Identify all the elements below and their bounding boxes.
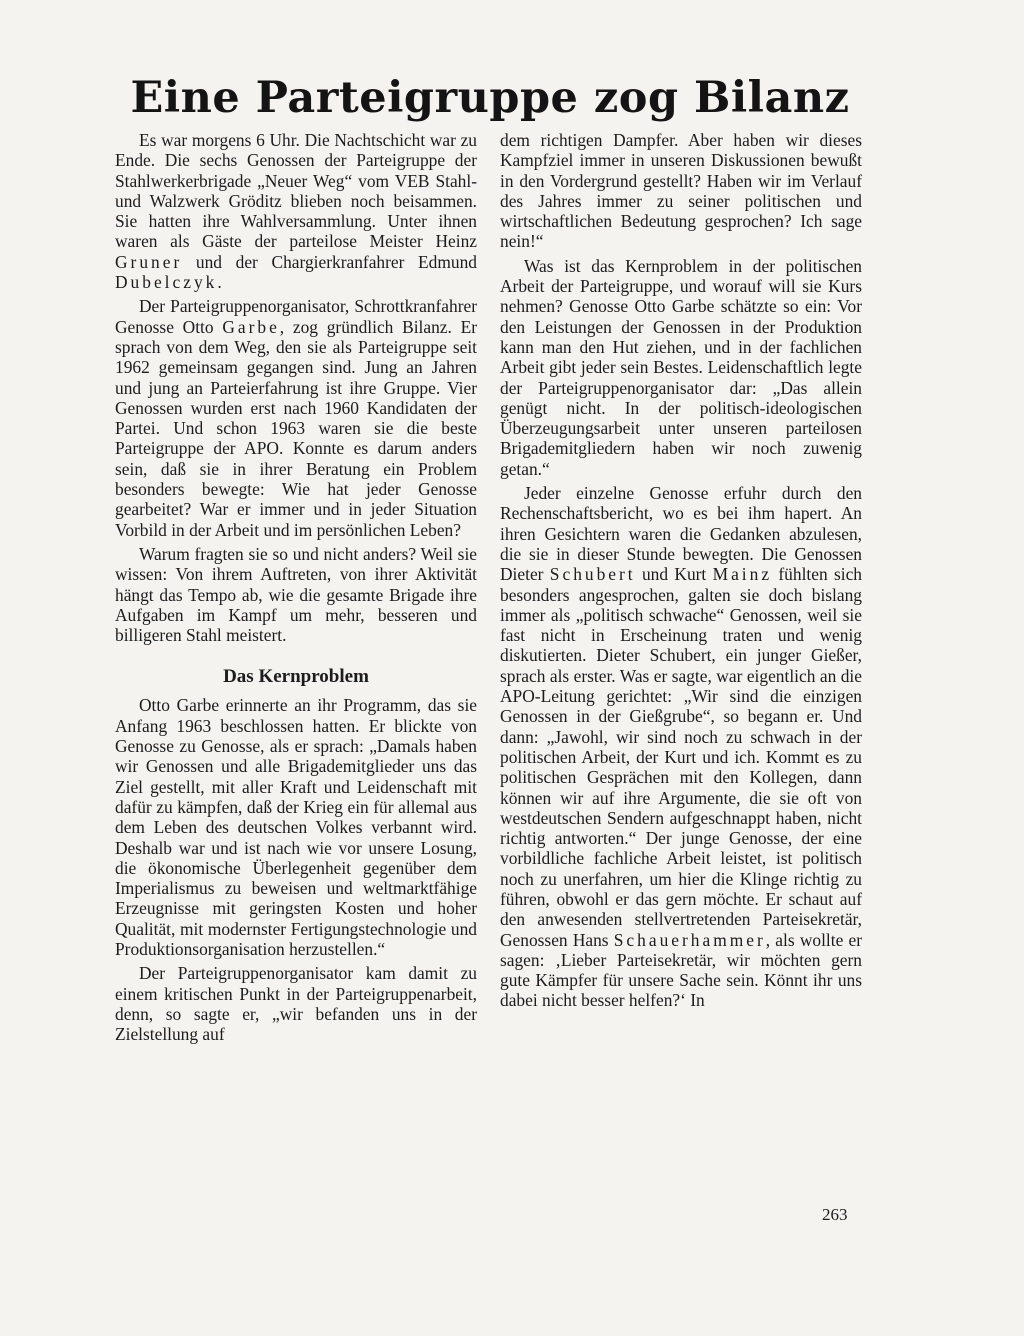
paragraph <box>115 130 477 292</box>
left-column <box>115 130 477 1044</box>
page-number: 263 <box>822 1205 848 1224</box>
text-run: , als wollte er sagen: ‚Lieber Parteisekretär, wir möchten gern gute Kämpfer für unsere Sache sein. Könnt ihr uns dabei nicht besser helfen?‘ In <box>500 929 863 1011</box>
spaced-name: Schauerhammer <box>613 929 766 950</box>
paragraph <box>115 296 477 540</box>
text-run: und der Chargierkranfahrer Edmund <box>182 251 477 272</box>
section-heading: Das Kernproblem <box>223 666 369 688</box>
text-run: . <box>217 272 222 293</box>
spaced-name: Dubelczyk <box>115 272 218 293</box>
spaced-name: Garbe <box>222 316 280 337</box>
paragraph: Was ist das Kernproblem in der politischen Arbeit der Parteigruppe, und worauf will sie Kurs nehmen? Genosse Otto Garbe schätzte so ein: Vor den Leistungen der Genossen in der Produktion kann man den Hut ziehen, und in der fachlichen Arbeit gibt jeder sein Bestes. Leidenschaftlich legte der Parteigruppenorganisator dar: „Das allein genügt nicht. In der politisch-ideologischen Überzeugungsarbeit unter unseren parteilosen Brigademitgliedern haben wir noch zuwenig getan.“ <box>500 255 862 479</box>
paragraph: Warum fragten sie so und nicht anders? Weil sie wissen: Von ihrem Auftreten, von ihrer Aktivität hängt das Tempo ab, wie die gesamte Brigade ihre Aufgaben im Kampf um mehr, besseren und billigeren Stahl meistert. <box>115 543 477 646</box>
text-run: , zog gründlich Bilanz. Er sprach von dem Weg, den sie als Parteigruppe seit 1962 gemeinsam gegangen sind. Jung an Jahren und jung an Parteierfahrung ist ihre Gruppe. Vier Genossen wurden erst nach 1960 Kandidaten der Partei. Und schon 1963 waren sie die beste Parteigruppe der APO. Konnte es darum anders sein, daß sie in ihrer Beratung ein Problem besonders bewegte: Wie hat jeder Genosse gearbeitet? War er immer und in jeder Situation Vorbild in der Arbeit und im persönlichen Leben? <box>115 316 477 540</box>
paragraph: Otto Garbe erinnerte an ihr Programm, das sie Anfang 1963 beschlossen hatten. Er blickte von Genosse zu Genosse, als er sprach: „Damals haben wir Genossen und alle Brigademitglieder uns das Ziel gestellt, mit aller Kraft und Leidenschaft mit dafür zu kämpfen, daß der Krieg ein für allemal aus dem Leben des deutschen Volkes verbannt wird. Deshalb war und ist nach wie vor unsere Losung, die ökonomische Überlegenheit gegenüber dem Imperialismus zu beweisen und weltmarktfähige Erzeugnisse mit geringsten Kosten und hoher Qualität, mit modernster Fertigungstechnologie und Produktionsorganisation herzustellen.“ <box>115 695 477 959</box>
text-run: Jeder einzelne Genosse erfuhr durch den Rechenschaftsbericht, wo es bei ihm hapert. An ihren Gesichtern waren die Gedanken abzulesen, die sie in dieser Stunde bewegten. Die Genossen Dieter <box>500 483 862 585</box>
right-column <box>500 130 862 1011</box>
text-run: Der Parteigruppenorganisator, Schrottkranfahrer Genosse Otto <box>115 296 477 337</box>
text-run: und Kurt <box>635 564 713 585</box>
spaced-name: Mainz <box>712 564 773 585</box>
article-title: Eine Parteigruppe zog Bilanz <box>130 73 850 123</box>
paragraph <box>500 483 862 1011</box>
text-run: fühlten sich besonders angesprochen, galten sie doch bislang immer als „politisch schwache“ Genossen, weil sie fast nicht in Erscheinung traten und wenig diskutierten. Dieter Schubert, ein junger Gießer, sprach als erster. Was er sagte, war eigentlich an die APO-Leitung gerichtet: „Wir sind die einzigen Genossen in der Gießgrube“, so begann er. Und dann: „Jawohl, wir sind noch zu schwach in der politischen Arbeit, der Kurt und ich. Kommt es zu politischen Gesprächen mit den Kollegen, dann können wir auf ihre Argumente, die sie oft von westdeutschen Sendern aufgeschnappt haben, nicht richtig antworten.“ Der junge Genosse, der eine vorbildliche fachliche Arbeit leistet, ist politisch noch zu unerfahren, um hier die Klinge richtig zu führen, obwohl er das gern möchte. Er schaut auf den anwesenden stellvertretenden Parteisekretär, Genossen Hans <box>500 564 862 950</box>
text-run: Es war morgens 6 Uhr. Die Nachtschicht war zu Ende. Die sechs Genossen der Parteigruppe der Stahlwerkerbrigade „Neuer Weg“ vom VEB Stahl- und Walzwerk Gröditz blieben noch beisammen. Sie hatten ihre Wahlversammlung. Unter ihnen waren als Gäste der parteilose Meister Heinz <box>115 130 477 252</box>
spaced-name: Schubert <box>549 564 636 585</box>
paragraph: dem richtigen Dampfer. Aber haben wir dieses Kampfziel immer in unseren Diskussionen bewußt in den Vordergrund gestellt? Haben wir im Verlauf des Jahres immer zu seiner politischen und wirtschaftlichen Bedeutung gesprochen? Ich sage nein!“ <box>500 130 862 252</box>
paragraph: Der Parteigruppenorganisator kam damit zu einem kritischen Punkt in der Parteigruppenarbeit, denn, so sagte er, „wir befanden uns in der Zielstellung auf <box>115 963 477 1045</box>
spaced-name: Gruner <box>115 251 183 272</box>
